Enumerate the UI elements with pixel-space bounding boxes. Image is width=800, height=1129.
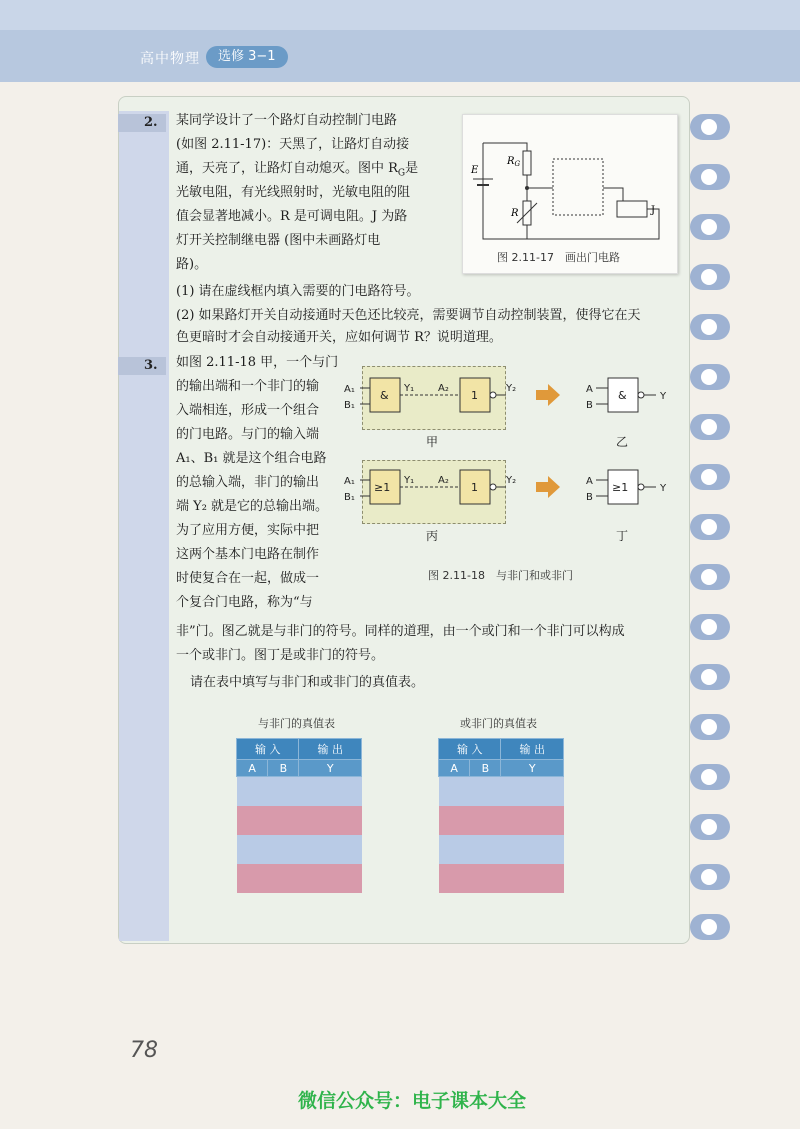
- label-A1: A₁: [344, 476, 355, 487]
- label-J: J: [651, 205, 656, 216]
- book-title: 高中物理: [140, 51, 200, 67]
- table-cell: [237, 835, 268, 864]
- not-symbol: 1: [471, 481, 478, 494]
- table-row: [439, 864, 564, 893]
- col-B: B: [470, 760, 501, 777]
- and-symbol: &: [380, 389, 389, 402]
- nor-symbol-text: ≥1: [612, 481, 629, 494]
- table-cell: [439, 777, 470, 806]
- arrow-right-icon: [536, 384, 560, 406]
- table-cell: [268, 806, 299, 835]
- binder-ring: [690, 614, 730, 640]
- binder-ring: [690, 514, 730, 540]
- input-header: 输 入: [237, 739, 299, 760]
- label-A1: A₁: [344, 384, 355, 395]
- not-symbol: 1: [471, 389, 478, 402]
- table-cell: [501, 777, 564, 806]
- q3-line: 的输出端和一个非门的输: [176, 379, 320, 394]
- binder-ring: [690, 464, 730, 490]
- table-cell: [237, 777, 268, 806]
- table-cell: [470, 806, 501, 835]
- nand-truth-table: [236, 738, 362, 893]
- label-Y2: Y₂: [506, 475, 517, 486]
- q3-line: A₁、B₁ 就是这个组合电路: [176, 451, 327, 466]
- label-ding: 丁: [616, 529, 629, 543]
- table-cell: [237, 806, 268, 835]
- col-A: A: [237, 760, 268, 777]
- q2-line: 灯开关控制继电器 (图中未画路灯电: [176, 233, 381, 248]
- label-Y: Y: [660, 391, 667, 402]
- top-band: [0, 0, 800, 82]
- binder-ring: [690, 214, 730, 240]
- label-R: R: [511, 208, 519, 219]
- label-Y2: Y₂: [506, 383, 517, 394]
- table-row: [439, 777, 564, 806]
- table-row: [237, 777, 362, 806]
- col-B: B: [268, 760, 299, 777]
- label-B1: B₁: [344, 492, 355, 503]
- q2-line: 值会显著地减小。R 是可调电阻。J 为路: [176, 209, 408, 224]
- table-cell: [470, 835, 501, 864]
- subscript: G: [397, 168, 406, 179]
- q3-instruction: 请在表中填写与非门和或非门的真值表。: [190, 675, 425, 690]
- table-cell: [470, 777, 501, 806]
- table-title: 或非门的真值表: [460, 717, 537, 730]
- q3-line: 入端相连，形成一个组合: [176, 403, 320, 418]
- binder-ring: [690, 164, 730, 190]
- col-A: A: [439, 760, 470, 777]
- binder-ring: [690, 714, 730, 740]
- card-margin: [119, 111, 169, 941]
- binder-ring: [690, 264, 730, 290]
- col-Y: Y: [501, 760, 564, 777]
- q3-line: 的总输入端，非门的输出: [176, 475, 320, 490]
- label-A2: A₂: [438, 475, 449, 486]
- header-strip: [0, 30, 800, 82]
- table-cell: [501, 835, 564, 864]
- label-bing: 丙: [426, 529, 439, 543]
- watermark-text: 微信公众号：电子课本大全: [298, 1090, 527, 1112]
- binder-rings: [690, 104, 730, 944]
- label-E: E: [471, 165, 479, 176]
- table-cell: [439, 864, 470, 893]
- table-cell: [268, 864, 299, 893]
- label-RG: [506, 156, 521, 168]
- q2-subquestion: (1) 请在虚线框内填入需要的门电路符号。: [176, 284, 420, 299]
- table-row: [237, 864, 362, 893]
- nor-truth-table: [438, 738, 564, 893]
- label-RG-main: R: [507, 156, 515, 167]
- table-row: [237, 835, 362, 864]
- table-title: 与非门的真值表: [258, 717, 335, 730]
- figure-caption: 图 2.11-17 画出门电路: [497, 251, 620, 264]
- figure-caption: 图 2.11-18 与非门和或非门: [428, 569, 573, 582]
- binder-ring: [690, 114, 730, 140]
- label-Y1: Y₁: [404, 383, 415, 394]
- question-number: 3.: [118, 357, 166, 375]
- q3-line: 的门电路。与门的输入端: [176, 427, 320, 442]
- q2-line: 某同学设计了一个路灯自动控制门电路: [176, 113, 398, 128]
- table-cell: [439, 806, 470, 835]
- arrow-right-icon: [536, 476, 560, 498]
- volume-badge: 选修 3−1: [206, 46, 288, 68]
- label-Y1: Y₁: [404, 475, 415, 486]
- binder-ring: [690, 364, 730, 390]
- q2-subquestion: (2) 如果路灯开关自动接通时天色还比较亮，需要调节自动控制装置，使得它在天: [176, 308, 641, 323]
- q3-line: 个复合门电路，称为“与: [176, 595, 313, 610]
- question-number: 2.: [118, 114, 166, 132]
- label-Y: Y: [660, 483, 667, 494]
- table-cell: [470, 864, 501, 893]
- label-A2: A₂: [438, 383, 449, 394]
- binder-ring: [690, 914, 730, 940]
- q3-line: 一个或非门。图丁是或非门的符号。: [176, 648, 385, 663]
- table-cell: [299, 806, 362, 835]
- table-cell: [439, 835, 470, 864]
- page-number: 78: [130, 1038, 158, 1063]
- table-row: [439, 806, 564, 835]
- binder-ring: [690, 764, 730, 790]
- binder-ring: [690, 564, 730, 590]
- label-jia: 甲: [426, 435, 439, 449]
- output-header: 输 出: [299, 739, 362, 760]
- q2-subquestion: 色更暗时才会自动接通开关，应如何调节 R？说明道理。: [176, 330, 502, 345]
- q2-line-with-subscript: [176, 158, 418, 185]
- q3-line: 为了应用方便，实际中把: [176, 523, 320, 538]
- junction-dot: [525, 186, 529, 190]
- table-cell: [501, 806, 564, 835]
- q2-line-text: 通，天亮了，让路灯自动熄灭。图中 R: [176, 161, 398, 176]
- table-cell: [299, 835, 362, 864]
- q2-line-text: 是: [405, 161, 419, 176]
- q3-line: 时使复合在一起，做成一: [176, 571, 320, 586]
- binder-ring: [690, 414, 730, 440]
- output-header: 输 出: [501, 739, 564, 760]
- table-cell: [299, 864, 362, 893]
- label-B: B: [586, 492, 593, 503]
- q3-line: 这两个基本门电路在制作: [176, 547, 320, 562]
- or-symbol: ≥1: [374, 481, 391, 494]
- label-yi: 乙: [616, 435, 629, 449]
- gate-figure: [340, 360, 680, 560]
- label-B: B: [586, 400, 593, 411]
- input-header: 输 入: [439, 739, 501, 760]
- q3-line: 端 Y₂ 就是它的总输出端。: [176, 499, 329, 514]
- label-B1: B₁: [344, 400, 355, 411]
- q2-line: (如图 2.11-17)：天黑了，让路灯自动接: [176, 137, 410, 152]
- col-Y: Y: [299, 760, 362, 777]
- label-A: A: [586, 476, 593, 487]
- q2-line: 光敏电阻，有光线照射时，光敏电阻的阻: [176, 185, 411, 200]
- binder-ring: [690, 314, 730, 340]
- nand-symbol-text: &: [618, 389, 627, 402]
- table-cell: [268, 777, 299, 806]
- binder-ring: [690, 864, 730, 890]
- table-cell: [299, 777, 362, 806]
- figure-gate-circuit: [462, 114, 678, 274]
- q3-line: 非”门。图乙就是与非门的符号。同样的道理，由一个或门和一个非门可以构成: [176, 624, 625, 639]
- label-A: A: [586, 384, 593, 395]
- table-cell: [268, 835, 299, 864]
- label-RG-sub: G: [514, 160, 521, 168]
- binder-ring: [690, 814, 730, 840]
- table-row: [439, 835, 564, 864]
- q2-line: 路)。: [176, 257, 208, 272]
- table-row: [237, 806, 362, 835]
- q3-line: 如图 2.11-18 甲，一个与门: [176, 355, 339, 370]
- table-cell: [237, 864, 268, 893]
- binder-ring: [690, 664, 730, 690]
- table-cell: [501, 864, 564, 893]
